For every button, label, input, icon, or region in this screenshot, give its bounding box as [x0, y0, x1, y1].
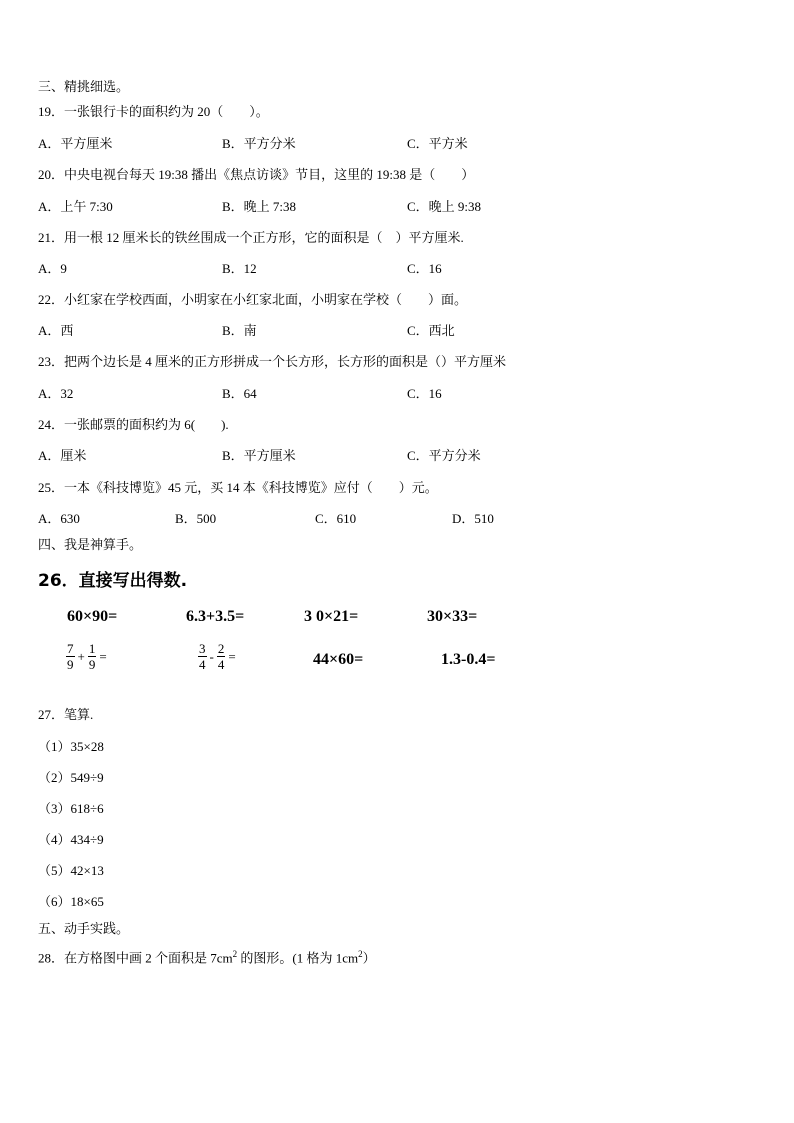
calc-60x90: 60×90= [67, 608, 118, 625]
option-25-a: A．630 [38, 511, 80, 526]
q27-item-1: （1）35×28 [38, 739, 104, 754]
option-20-b: B．晚上 7:38 [222, 199, 297, 214]
option-25-d: D．510 [452, 511, 494, 526]
question-24: 24．一张邮票的面积约为 6( ). [38, 417, 229, 432]
question-23: 23．把两个边长是 4 厘米的正方形拼成一个长方形，长方形的面积是（）平方厘米 [38, 354, 507, 369]
option-25-c: C．610 [315, 511, 357, 526]
option-22-a: A．西 [38, 323, 74, 338]
question-26-title: 26．直接写出得数. [38, 571, 188, 591]
plus-sign: + [77, 648, 85, 664]
option-21-b: B．12 [222, 261, 257, 276]
calc-fraction-diff [198, 641, 236, 672]
option-23-b: B．64 [222, 386, 257, 401]
option-19-c: C．平方米 [407, 136, 468, 151]
option-24-a: A．厘米 [38, 448, 87, 463]
fraction-3-4: $\frac{3}{4}$ [199, 641, 206, 672]
question-20: 20．中央电视台每天 19:38 播出《焦点访谈》节目，这里的 19:38 是（ ） [38, 167, 475, 182]
calc-30x33: 30×33= [427, 608, 478, 625]
q27-item-5: （5）42×13 [38, 863, 104, 878]
q27-item-3: （3）618÷6 [38, 801, 104, 816]
calc-1.3-0.4: 1.3-0.4= [441, 651, 496, 668]
calc-30x21: 3 0×21= [304, 608, 359, 625]
question-21: 21．用一根 12 厘米长的铁丝围成一个正方形，它的面积是（ ）平方厘米. [38, 230, 464, 245]
option-22-b: B．南 [222, 323, 257, 338]
question-22: 22．小红家在学校西面，小明家在小红家北面，小明家在学校（ ）面。 [38, 292, 468, 307]
option-22-c: C．西北 [407, 323, 455, 338]
option-20-c: C．晚上 9:38 [407, 199, 482, 214]
question-25: 25．一本《科技博览》45 元，买 14 本《科技博览》应付（ ）元。 [38, 480, 438, 495]
option-20-a: A．上午 7:30 [38, 199, 113, 214]
option-23-c: C．16 [407, 386, 442, 401]
section-4-heading: 四、我是神算手。 [38, 537, 143, 552]
option-23-a: A．32 [38, 386, 74, 401]
option-25-b: B．500 [175, 511, 217, 526]
q27-item-6: （6）18×65 [38, 894, 104, 909]
equals-sign: = [99, 648, 107, 664]
question-28: 28．在方格图中画 2 个面积是 $7cm^2$ 的图形。(1 格为 $1cm^2$） [38, 949, 376, 966]
option-21-c: C．16 [407, 261, 442, 276]
option-19-b: B．平方分米 [222, 136, 296, 151]
question-27-title: 27．笔算. [38, 707, 94, 722]
option-19-a: A．平方厘米 [38, 136, 113, 151]
option-24-c: C．平方分米 [407, 448, 481, 463]
q27-item-4: （4）434÷9 [38, 832, 104, 847]
section-3-heading: 三、精挑细选。 [38, 79, 130, 94]
question-19: 19．一张银行卡的面积约为 20（ ）。 [38, 104, 269, 119]
fraction-1-9: $\frac{1}{9}$ [88, 641, 96, 672]
option-24-b: B．平方厘米 [222, 448, 296, 463]
calc-44x60: 44×60= [313, 651, 364, 668]
option-21-a: A．9 [38, 261, 67, 276]
q27-item-2: （2）549÷9 [38, 770, 104, 785]
fraction-2-4: $\frac{2}{4}$ [217, 641, 225, 672]
calc-fraction-sum [66, 641, 107, 672]
equals-sign: = [228, 648, 236, 664]
fraction-7-9: $\frac{7}{9}$ [67, 641, 74, 672]
minus-sign: - [209, 648, 214, 664]
section-5-heading: 五、动手实践。 [38, 921, 130, 936]
calc-6.3+3.5: 6.3+3.5= [186, 608, 245, 625]
